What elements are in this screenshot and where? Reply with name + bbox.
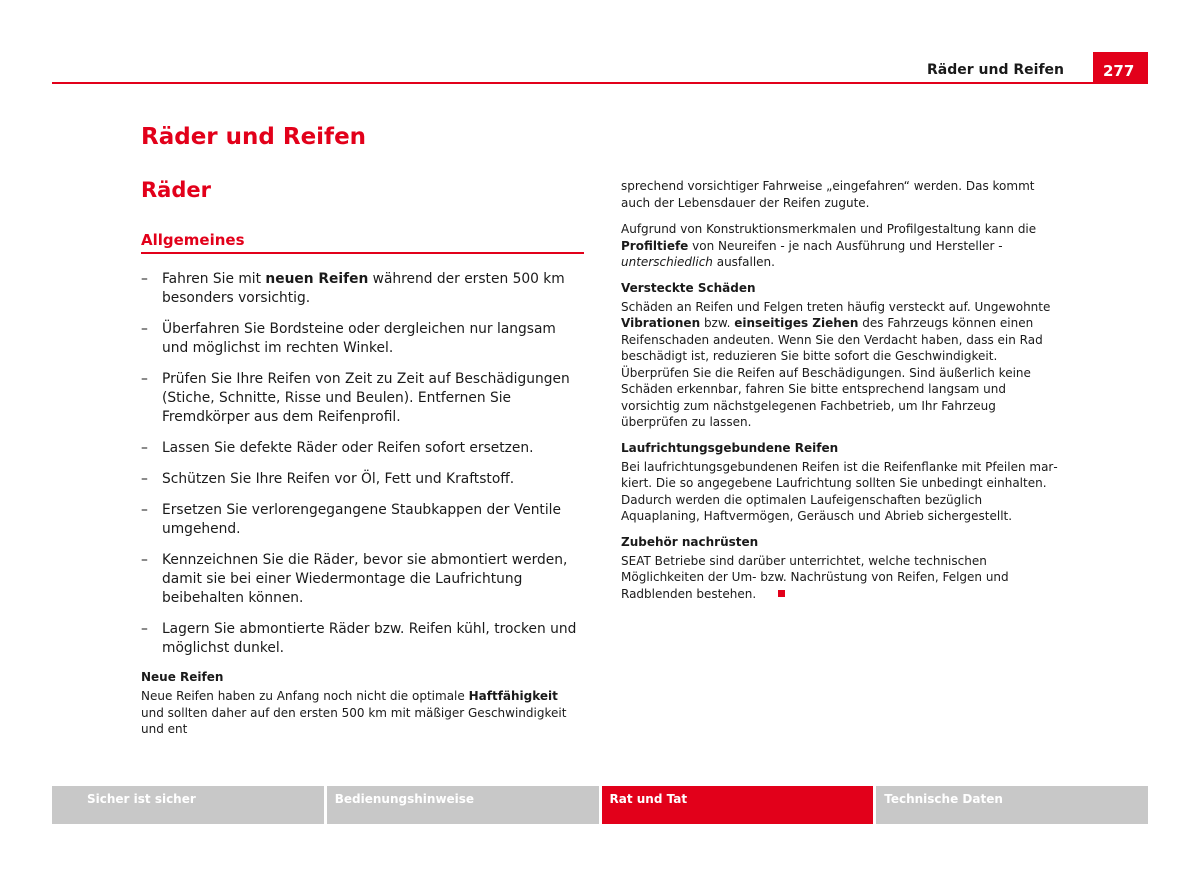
accessories-heading: Zubehör nachrüsten [621,534,759,549]
list-item [141,551,584,608]
dash-marker: – [141,321,148,337]
tab-technische-daten[interactable] [876,786,1148,824]
list-item [141,501,584,539]
neue-reifen-heading: Neue Reifen [141,670,224,684]
dash-marker: – [141,502,148,518]
tab-label: Bedienungshinweise [334,792,475,806]
header-section-title: Räder und Reifen [927,62,1064,78]
tab-sicher-ist-sicher[interactable] [52,786,324,824]
hidden-damage-heading: Versteckte Schäden [621,280,756,295]
dash-marker: – [141,552,148,568]
dash-marker: – [141,471,148,487]
list-item-text: Schützen Sie Ihre Reifen vor Öl, Fett und Kraftstoff. [162,471,515,487]
tab-label: Sicher ist sicher [87,792,196,806]
hidden-damage-text: Schäden an Reifen und Felgen treten häufig versteckt auf. Ungewohnte Vibrationen bzw. einseitiges Ziehen des Fahrzeugs können einen Reifenschaden andeuten. Wenn Sie den Verdacht haben, dass ein Rad beschädigt ist, reduzieren Sie bitte sofort die Geschwindigkeit. Überprüfen Sie die Reifen auf Beschädigungen. Sind äußerlich keine Schäden erkennbar, fahren Sie bitte entsprechend langsam und vorsichtig zum nächstgelegenen Fachbetrieb, um Ihr Fahrzeug überprüfen zu lassen. [621,299,1051,429]
list-item [141,439,584,458]
tab-label: Technische Daten [884,792,1003,806]
list-item-text: Fahren Sie mit neuen Reifen während der ersten 500 km besonders vorsichtig. [162,271,565,306]
continuation-text: sprechend vorsichtiger Fahrweise „eingefahren“ werden. Das kommt auch der Lebensdauer der Reifen zugute. [621,179,1035,210]
list-item [141,370,584,427]
directional-tyres-text: Bei laufrichtungsgebundenen Reifen ist die Reifenflanke mit Pfeilen markiert. Die so angegebene Laufrichtung sollten Sie unbedingt einhalten. Dadurch werden die optimalen Laufeigenschaften bezüglich Aquaplaning, Haftvermögen, Geräusch und Abrieb sichergestellt. [621,459,1058,523]
subsection-rule [141,252,584,254]
chapter-title: Räder und Reifen [141,124,367,150]
list-item [141,320,584,358]
tab-bedienungshinweise[interactable] [327,786,599,824]
footer-nav [52,786,1148,824]
tab-label: Rat und Tat [609,792,688,806]
dash-marker: – [141,440,148,456]
list-item [141,270,584,308]
list-item [141,620,584,658]
list-item-text: Kennzeichnen Sie die Räder, bevor sie abmontiert werden, damit sie bei einer Wiedermontage die Laufrichtung beibehalten können. [162,552,568,606]
list-item-text: Lassen Sie defekte Räder oder Reifen sofort ersetzen. [162,440,534,456]
dash-marker: – [141,271,148,287]
accessories-paragraph [621,553,1064,603]
left-column [141,270,584,748]
list-item-text: Prüfen Sie Ihre Reifen von Zeit zu Zeit auf Beschädigungen (Stiche, Schnitte, Risse und Beulen). Entfernen Sie Fremdkörper aus dem Reifenprofil. [162,371,570,425]
header-rule [52,82,1148,84]
right-column [621,178,1064,612]
list-item [141,470,584,489]
list-item-text: Überfahren Sie Bordsteine oder dergleichen nur langsam und möglichst im rechten Winkel. [162,321,556,356]
dash-marker: – [141,371,148,387]
list-item-text: Lagern Sie abmontierte Räder bzw. Reifen kühl, trocken und möglichst dunkel. [162,621,577,656]
profile-depth-text: Aufgrund von Konstruktionsmerkmalen und Profilgestaltung kann die Profiltiefe von Neureifen - je nach Ausführung und Hersteller - unterschiedlich ausfallen. [621,222,1037,269]
bullet-list [141,270,584,658]
subsection-title: Allgemeines [141,231,245,249]
neue-reifen-text: Neue Reifen haben zu Anfang noch nicht die optimale Haftfähigkeit und sollten daher auf den ersten 500 km mit mäßiger Geschwindigkeit und ent [141,689,567,736]
accessories-text: SEAT Betriebe sind darüber unterrichtet, welche technischen Möglichkeiten der Um- bzw. Nachrüstung von Reifen, Felgen und Radblenden bestehen. [621,553,1009,601]
tab-rat-und-tat[interactable] [602,786,874,824]
directional-tyres-heading: Laufrichtungsgebundene Reifen [621,440,839,455]
dash-marker: – [141,621,148,637]
section-title: Räder [141,178,211,202]
list-item-text: Ersetzen Sie verlorengegangene Staubkappen der Ventile umgehend. [162,502,561,537]
page-number: 277 [1093,52,1148,84]
end-of-section-marker [778,590,785,597]
